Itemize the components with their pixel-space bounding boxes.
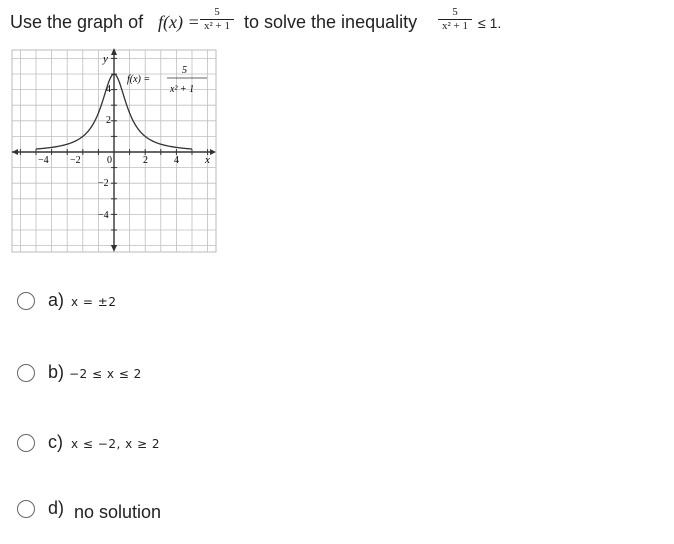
option-a-radio[interactable]: [17, 292, 35, 310]
x-tick-0: 0: [107, 155, 112, 166]
option-a-letter: a): [48, 290, 65, 310]
question-suffix: ≤ 1.: [478, 15, 502, 31]
question-fraction: [200, 6, 234, 33]
y-tick-neg4: −4: [98, 210, 109, 221]
inequality-fraction-denominator: x² + 1: [441, 20, 468, 32]
option-b-radio[interactable]: [17, 364, 35, 382]
question-fraction-denominator: x² + 1: [203, 20, 230, 32]
x-tick-4: 4: [174, 155, 179, 166]
y-axis-label: y: [103, 53, 108, 65]
option-d-radio[interactable]: [17, 500, 35, 518]
inequality-fraction: [438, 6, 472, 33]
option-c-letter: c): [48, 432, 63, 452]
option-c-text: x ≤ −2, x ≥ 2: [71, 437, 161, 451]
x-tick-neg2: −2: [70, 155, 81, 166]
inequality-fraction-numerator: 5: [438, 6, 472, 20]
option-b-letter: b): [48, 362, 65, 382]
graph-svg: [10, 48, 218, 254]
function-graph: [10, 48, 218, 254]
option-c-radio[interactable]: [17, 434, 35, 452]
curve-label-numerator: 5: [182, 65, 187, 76]
x-axis-label: x: [205, 154, 210, 166]
option-a-text: x = ±2: [71, 295, 117, 309]
option-d-letter: d): [48, 498, 65, 518]
curve-label: f(x) =: [127, 74, 151, 85]
question-text: [10, 4, 670, 44]
option-b-text: −2 ≤ x ≤ 2: [69, 367, 142, 381]
option-d-text: no solution: [74, 502, 162, 522]
x-tick-2: 2: [143, 155, 148, 166]
y-tick-neg2: −2: [98, 178, 109, 189]
question-function-name: f(x) =: [158, 12, 200, 32]
x-tick-neg4: −4: [38, 155, 49, 166]
question-middle: to solve the inequality: [244, 12, 418, 32]
y-tick-4: 4: [106, 84, 111, 95]
y-tick-2: 2: [106, 115, 111, 126]
question-prefix: Use the graph of: [10, 12, 144, 32]
question-fraction-numerator: 5: [200, 6, 234, 20]
curve-label-denominator: x² + 1: [170, 84, 195, 95]
